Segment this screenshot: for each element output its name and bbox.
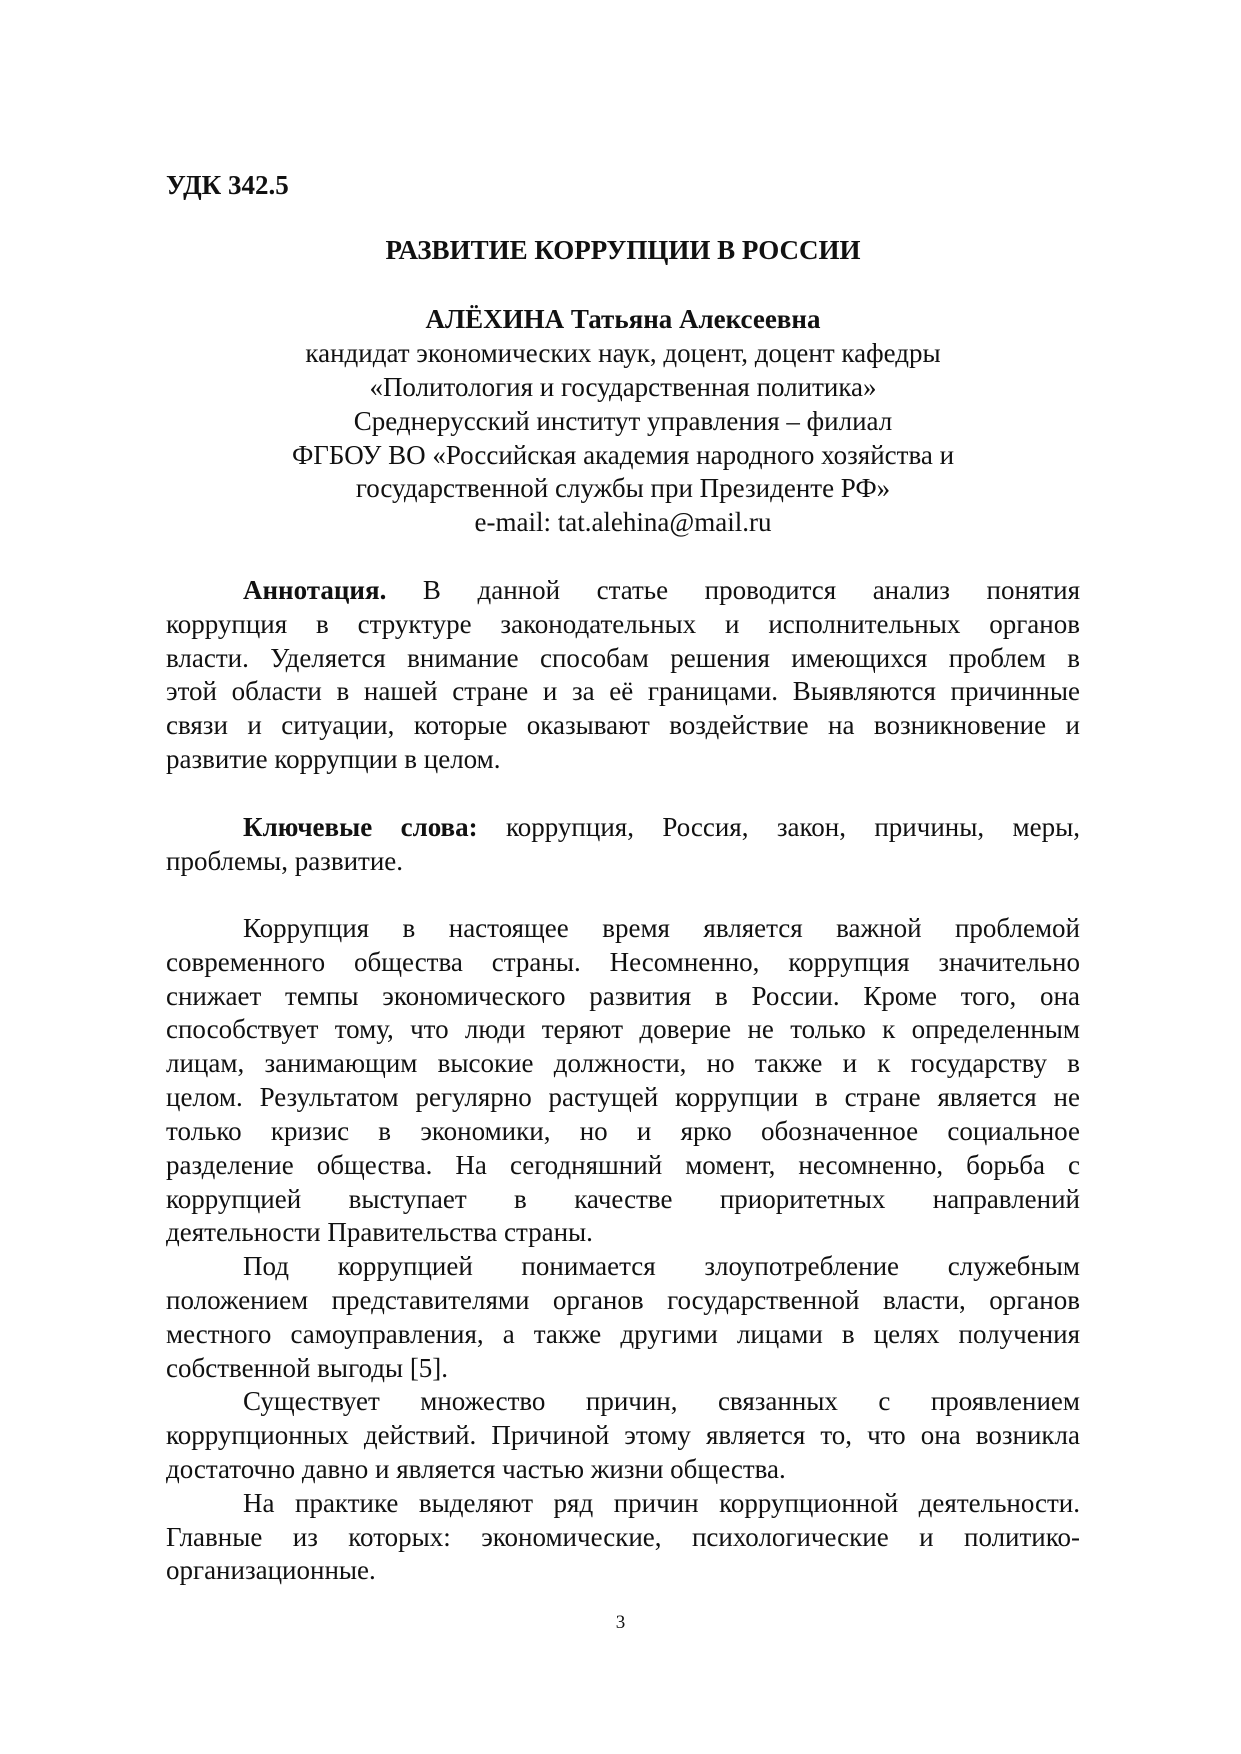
article-title: РАЗВИТИЕ КОРРУПЦИИ В РОССИИ bbox=[385, 235, 861, 265]
author-email: e-mail: tat.alehina@mail.ru bbox=[474, 507, 772, 537]
body-line: организационные. bbox=[166, 1555, 376, 1585]
author-affiliation-line: Среднерусский институт управления – филиал bbox=[353, 406, 893, 436]
body-line: положением представителями органов государственной власти, органов bbox=[166, 1285, 1080, 1315]
page-number: 3 bbox=[615, 1612, 626, 1633]
body-line: снижает темпы экономического развития в России. Кроме того, она bbox=[166, 981, 1080, 1011]
body-line: Коррупция в настоящее время является важной проблемой bbox=[243, 913, 1080, 943]
body-line: деятельности Правительства страны. bbox=[166, 1217, 593, 1247]
author-affiliation-line: «Политология и государственная политика» bbox=[369, 372, 877, 402]
body-line: собственной выгоды [5]. bbox=[166, 1353, 449, 1383]
body-line: современного общества страны. Несомненно, коррупция значительно bbox=[166, 947, 1080, 977]
abstract-line: развитие коррупции в целом. bbox=[166, 744, 501, 774]
body-line: Существует множество причин, связанных с проявлением bbox=[243, 1386, 1080, 1416]
author-affiliation-line: государственной службы при Президенте РФ» bbox=[355, 473, 891, 503]
keywords-line: проблемы, развитие. bbox=[166, 846, 404, 876]
body-line: На практике выделяют ряд причин коррупционной деятельности. bbox=[243, 1488, 1080, 1518]
body-line: Главные из которых: экономические, психологические и политико- bbox=[166, 1522, 1080, 1552]
abstract-line: связи и ситуации, которые оказывают воздействие на возникновение и bbox=[166, 710, 1080, 740]
body-line: коррупцией выступает в качестве приоритетных направлений bbox=[166, 1184, 1080, 1214]
body-line: целом. Результатом регулярно растущей коррупции в стране является не bbox=[166, 1082, 1080, 1112]
abstract-label: Аннотация. bbox=[243, 575, 387, 605]
body-line: разделение общества. На сегодняшний момент, несомненно, борьба с bbox=[166, 1150, 1080, 1180]
abstract-line: этой области в нашей стране и за её границами. Выявляются причинные bbox=[166, 676, 1080, 706]
body-line: местного самоуправления, а также другими лицами в целях получения bbox=[166, 1319, 1080, 1349]
author-name: АЛЁХИНА Татьяна Алексеевна bbox=[425, 304, 821, 334]
keywords-label: Ключевые слова: bbox=[243, 812, 478, 842]
body-line: только кризис в экономики, но и ярко обозначенное социальное bbox=[166, 1116, 1080, 1146]
abstract-line: власти. Уделяется внимание способам решения имеющихся проблем в bbox=[166, 643, 1080, 673]
body-line: лицам, занимающим высокие должности, но также и к государству в bbox=[166, 1048, 1080, 1078]
author-affiliation-line: ФГБОУ ВО «Российская академия народного хозяйства и bbox=[291, 440, 955, 470]
udk-code: УДК 342.5 bbox=[166, 170, 289, 200]
keywords-line bbox=[166, 810, 1080, 844]
abstract-line: коррупция в структуре законодательных и исполнительных органов bbox=[166, 609, 1080, 639]
body-line: Под коррупцией понимается злоупотребление служебным bbox=[243, 1251, 1080, 1281]
abstract-text: В данной статье проводится анализ понятия bbox=[386, 575, 1080, 605]
abstract-line bbox=[166, 573, 1080, 607]
body-line: способствует тому, что люди теряют доверие не только к определенным bbox=[166, 1014, 1080, 1044]
author-affiliation-line: кандидат экономических наук, доцент, доцент кафедры bbox=[305, 338, 941, 368]
keywords-text: коррупция, Россия, закон, причины, меры, bbox=[477, 812, 1080, 842]
body-line: коррупционных действий. Причиной этому является то, что она возникла bbox=[166, 1420, 1080, 1450]
body-line: достаточно давно и является частью жизни общества. bbox=[166, 1454, 786, 1484]
